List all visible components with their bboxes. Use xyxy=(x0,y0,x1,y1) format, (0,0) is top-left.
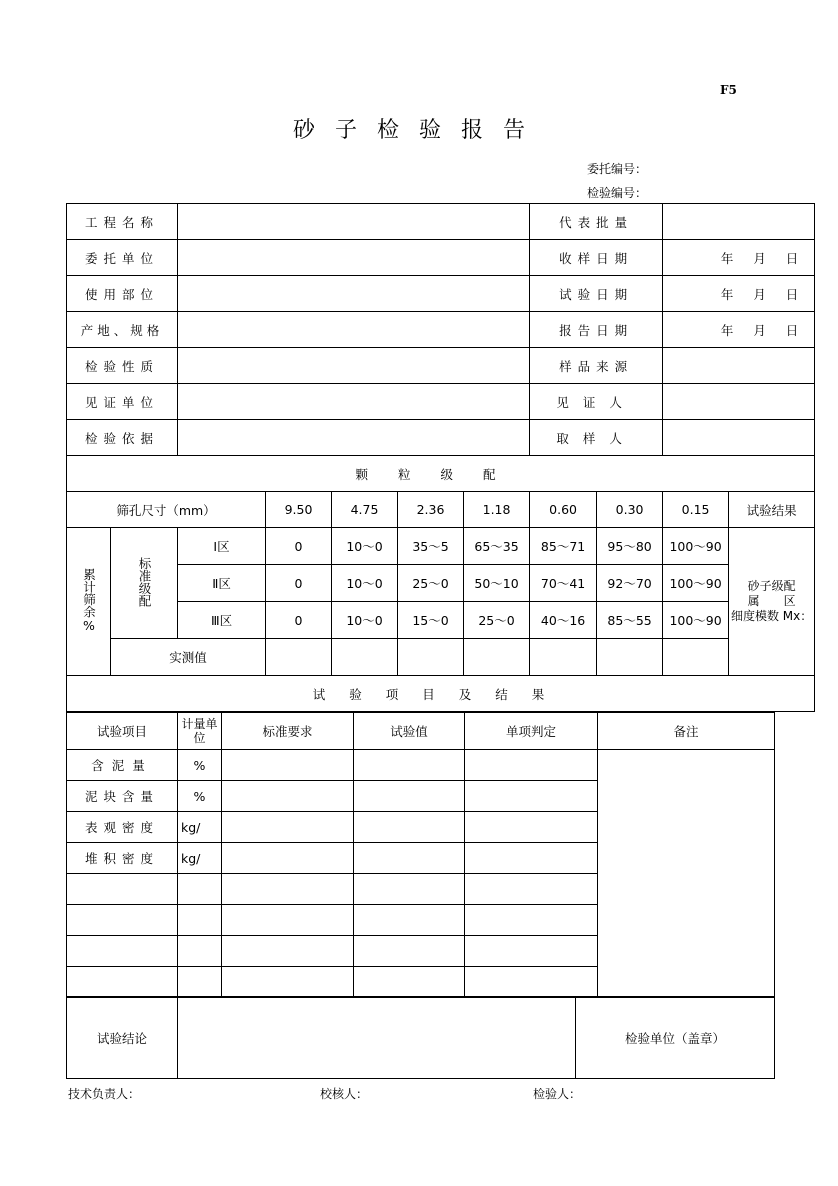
zone-label: Ⅲ区 xyxy=(178,602,266,639)
test-standard[interactable] xyxy=(222,781,354,812)
label-sampler: 取样人 xyxy=(530,420,663,456)
field-test-date[interactable]: 年 月 日 xyxy=(663,276,815,312)
measured-cell[interactable] xyxy=(332,639,398,676)
test-value[interactable] xyxy=(354,843,465,874)
entrust-number-label: 委托编号： xyxy=(587,162,648,176)
sieve-size-cell: 4.75 xyxy=(332,492,398,528)
measured-cell[interactable] xyxy=(597,639,663,676)
report-table xyxy=(66,203,815,712)
sieve-size-cell: 9.50 xyxy=(266,492,332,528)
grading-cell: 100～90 xyxy=(663,565,729,602)
field-use-part[interactable] xyxy=(178,276,530,312)
test-item: 泥块含量 xyxy=(67,781,178,812)
test-judge[interactable] xyxy=(465,874,598,905)
stamp-label: 检验单位（盖章） xyxy=(576,997,775,1079)
label-sample-source: 样品来源 xyxy=(530,348,663,384)
grading-cell: 25～0 xyxy=(464,602,530,639)
grading-cell: 0 xyxy=(266,602,332,639)
page-title: 砂子检验报告 xyxy=(292,118,545,143)
grading-cell: 85～55 xyxy=(597,602,663,639)
test-value[interactable] xyxy=(354,967,465,998)
field-basis[interactable] xyxy=(178,420,530,456)
grading-cell: 100～90 xyxy=(663,602,729,639)
test-judge[interactable] xyxy=(465,843,598,874)
label-report-date: 报告日期 xyxy=(530,312,663,348)
field-sample-source[interactable] xyxy=(663,348,815,384)
test-judge[interactable] xyxy=(465,812,598,843)
col-header-item: 试验项目 xyxy=(67,713,178,750)
grading-cell: 40～16 xyxy=(530,602,597,639)
sieve-size-cell: 0.60 xyxy=(530,492,597,528)
zone-label: Ⅱ区 xyxy=(178,565,266,602)
grading-cell: 10～0 xyxy=(332,602,398,639)
col-header-value: 试验值 xyxy=(354,713,465,750)
col-header-judge: 单项判定 xyxy=(465,713,598,750)
test-unit-empty[interactable] xyxy=(178,905,222,936)
sieve-size-cell: 0.15 xyxy=(663,492,729,528)
label-witness: 见证人 xyxy=(530,384,663,420)
test-unit: % xyxy=(178,750,222,781)
grading-cell: 50～10 xyxy=(464,565,530,602)
test-value[interactable] xyxy=(354,781,465,812)
tests-table xyxy=(66,712,775,998)
test-standard[interactable] xyxy=(222,843,354,874)
test-unit: % xyxy=(178,781,222,812)
grading-cell: 100～90 xyxy=(663,528,729,565)
field-sampler[interactable] xyxy=(663,420,815,456)
measured-cell[interactable] xyxy=(663,639,729,676)
grading-cell: 85～71 xyxy=(530,528,597,565)
zone-label: Ⅰ区 xyxy=(178,528,266,565)
grading-cell: 65～35 xyxy=(464,528,530,565)
test-value[interactable] xyxy=(354,936,465,967)
test-item: 表观密度 xyxy=(67,812,178,843)
measured-label: 实测值 xyxy=(111,639,266,676)
grading-cell: 0 xyxy=(266,565,332,602)
conclusion-field[interactable] xyxy=(178,997,576,1079)
field-project-name[interactable] xyxy=(178,204,530,240)
result-line-2: 属 区 xyxy=(747,594,796,608)
test-unit: kg/ xyxy=(178,843,222,874)
remark-cell[interactable] xyxy=(598,750,775,998)
field-witness[interactable] xyxy=(663,384,815,420)
grading-cell: 10～0 xyxy=(332,528,398,565)
test-unit: kg/ xyxy=(178,812,222,843)
col-header-remark: 备注 xyxy=(598,713,775,750)
test-standard[interactable] xyxy=(222,967,354,998)
test-item-empty[interactable] xyxy=(67,936,178,967)
result-header: 试验结果 xyxy=(729,492,815,528)
result-line-1: 砂子级配 xyxy=(747,579,796,593)
test-unit-empty[interactable] xyxy=(178,967,222,998)
grading-cell: 25～0 xyxy=(398,565,464,602)
grading-cell: 95～80 xyxy=(597,528,663,565)
field-origin-spec[interactable] xyxy=(178,312,530,348)
test-judge[interactable] xyxy=(465,750,598,781)
field-report-date[interactable]: 年 月 日 xyxy=(663,312,815,348)
label-sample-date: 收样日期 xyxy=(530,240,663,276)
sieve-size-cell: 2.36 xyxy=(398,492,464,528)
inspect-number-label: 检验编号： xyxy=(587,186,648,200)
measured-cell[interactable] xyxy=(464,639,530,676)
test-judge[interactable] xyxy=(465,967,598,998)
sieve-size-label: 筛孔尺寸（mm） xyxy=(67,492,266,528)
measured-cell[interactable] xyxy=(530,639,597,676)
conclusion-table xyxy=(66,996,775,1079)
field-witness-unit[interactable] xyxy=(178,384,530,420)
test-value[interactable] xyxy=(354,750,465,781)
grading-cell: 10～0 xyxy=(332,565,398,602)
test-item-empty[interactable] xyxy=(67,874,178,905)
test-item: 堆积密度 xyxy=(67,843,178,874)
test-standard[interactable] xyxy=(222,750,354,781)
grading-result-cell[interactable] xyxy=(729,528,815,676)
test-value[interactable] xyxy=(354,874,465,905)
label-test-date: 试验日期 xyxy=(530,276,663,312)
label-represent-qty: 代表批量 xyxy=(530,204,663,240)
form-code: F5 xyxy=(720,83,737,97)
test-judge[interactable] xyxy=(465,781,598,812)
cumulative-residue-label: 累计筛余% xyxy=(67,528,111,676)
test-unit-empty[interactable] xyxy=(178,874,222,905)
signature-tester: 检验人： xyxy=(533,1087,582,1101)
measured-cell[interactable] xyxy=(398,639,464,676)
test-standard[interactable] xyxy=(222,812,354,843)
grading-cell: 0 xyxy=(266,528,332,565)
label-basis: 检验依据 xyxy=(67,420,178,456)
label-project-name: 工程名称 xyxy=(67,204,178,240)
col-header-unit: 计量单位 xyxy=(178,713,222,750)
test-item: 含泥量 xyxy=(67,750,178,781)
grading-cell: 35～5 xyxy=(398,528,464,565)
field-inspect-nature[interactable] xyxy=(178,348,530,384)
conclusion-label: 试验结论 xyxy=(67,997,178,1079)
signature-reviewer: 校核人： xyxy=(320,1087,369,1101)
grading-cell: 15～0 xyxy=(398,602,464,639)
sieve-size-cell: 0.30 xyxy=(597,492,663,528)
tests-section-title: 试验项目及结果 xyxy=(67,676,815,712)
test-judge[interactable] xyxy=(465,936,598,967)
field-represent-qty[interactable] xyxy=(663,204,815,240)
test-item-empty[interactable] xyxy=(67,905,178,936)
label-witness-unit: 见证单位 xyxy=(67,384,178,420)
col-header-standard: 标准要求 xyxy=(222,713,354,750)
label-origin-spec: 产地、规格 xyxy=(67,312,178,348)
measured-cell[interactable] xyxy=(266,639,332,676)
label-use-part: 使用部位 xyxy=(67,276,178,312)
test-value[interactable] xyxy=(354,812,465,843)
field-entrust-unit[interactable] xyxy=(178,240,530,276)
result-line-3: 细度模数 Mx： xyxy=(730,609,813,623)
test-standard[interactable] xyxy=(222,936,354,967)
grading-cell: 70～41 xyxy=(530,565,597,602)
grading-cell: 92～70 xyxy=(597,565,663,602)
test-judge[interactable] xyxy=(465,905,598,936)
label-inspect-nature: 检验性质 xyxy=(67,348,178,384)
test-standard[interactable] xyxy=(222,874,354,905)
test-item-empty[interactable] xyxy=(67,967,178,998)
test-value[interactable] xyxy=(354,905,465,936)
field-sample-date[interactable]: 年 月 日 xyxy=(663,240,815,276)
test-unit-empty[interactable] xyxy=(178,936,222,967)
sieve-size-cell: 1.18 xyxy=(464,492,530,528)
grading-section-title: 颗粒级配 xyxy=(67,456,815,492)
signature-tech-lead: 技术负责人： xyxy=(68,1087,141,1101)
test-standard[interactable] xyxy=(222,905,354,936)
label-entrust-unit: 委托单位 xyxy=(67,240,178,276)
standard-grading-label: 标准级配 xyxy=(111,528,178,639)
